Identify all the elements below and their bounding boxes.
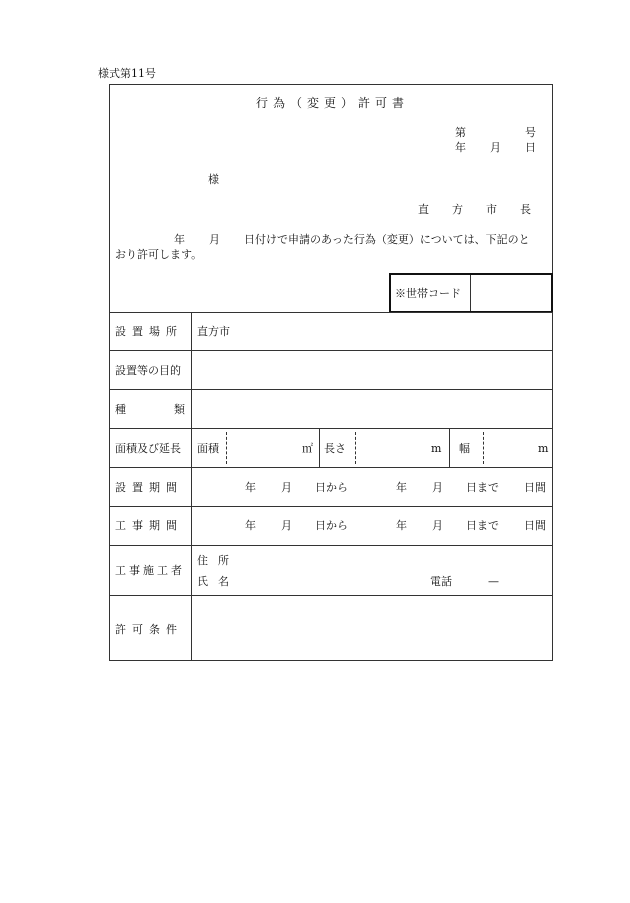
length-unit: m — [431, 442, 442, 455]
work-from-year: 年 — [245, 519, 256, 532]
contractor-phone-separator: — — [488, 575, 499, 588]
row-divider — [109, 428, 553, 429]
work-from-month: 月 — [281, 519, 292, 532]
area-cell-divider — [319, 428, 320, 467]
number-suffix: 号 — [525, 126, 536, 139]
install-to-year: 年 — [396, 481, 407, 494]
kind-label: 種類 — [115, 403, 233, 416]
addressee-honorific: 様 — [208, 173, 219, 186]
contractor-name-label: 氏名 — [197, 575, 239, 588]
body-text-line1: 日付けで申請のあった行為（変更）については、下記のと — [244, 233, 530, 246]
work-period-label: 工事期間 — [115, 519, 183, 532]
width-dashed-divider — [483, 432, 484, 464]
date-day-label: 日 — [525, 141, 536, 154]
household-code-divider — [470, 275, 471, 311]
length-dashed-divider — [355, 432, 356, 464]
row-divider — [109, 312, 553, 313]
row-divider — [109, 545, 553, 546]
install-from-month: 月 — [281, 481, 292, 494]
contractor-phone-label: 電話 — [430, 575, 452, 588]
number-prefix: 第 — [455, 126, 466, 139]
date-month-label: 月 — [490, 141, 501, 154]
row-divider — [109, 389, 553, 390]
length-cell-divider — [449, 428, 450, 467]
body-date-year: 年 — [174, 233, 185, 246]
location-label: 設置場所 — [115, 325, 183, 338]
contractor-label: 工事施工者 — [115, 564, 185, 577]
label-column-divider — [191, 312, 192, 661]
work-from-day: 日から — [315, 519, 348, 532]
conditions-label: 許可条件 — [115, 623, 183, 636]
length-label: 長さ — [324, 442, 346, 455]
issuer-name: 直方市長 — [418, 203, 554, 216]
document-title: 行為（変更）許可書 — [256, 96, 410, 110]
area-row-label: 面積及び延長 — [115, 442, 181, 455]
width-unit: m — [538, 442, 549, 455]
form-number: 様式第11号 — [98, 67, 156, 80]
work-days: 日間 — [524, 519, 546, 532]
date-year-label: 年 — [455, 141, 466, 154]
install-days: 日間 — [524, 481, 546, 494]
install-to-day: 日まで — [466, 481, 499, 494]
location-value[interactable]: 直方市 — [197, 325, 230, 338]
install-to-month: 月 — [432, 481, 443, 494]
purpose-label: 設置等の目的 — [115, 364, 181, 377]
row-divider — [109, 350, 553, 351]
body-text-line2: おり許可します。 — [115, 248, 203, 261]
row-divider — [109, 595, 553, 596]
install-from-year: 年 — [245, 481, 256, 494]
body-date-month: 月 — [209, 233, 220, 246]
work-to-year: 年 — [396, 519, 407, 532]
install-from-day: 日から — [315, 481, 348, 494]
household-code-label: ※世帯コード — [395, 287, 461, 300]
contractor-address-label: 住所 — [197, 554, 239, 567]
area-dashed-divider — [226, 432, 227, 464]
row-divider — [109, 506, 553, 507]
row-divider — [109, 467, 553, 468]
width-label: 幅 — [459, 442, 470, 455]
work-to-month: 月 — [432, 519, 443, 532]
area-label: 面積 — [197, 442, 219, 455]
area-unit: ㎡ — [302, 442, 313, 455]
install-period-label: 設置期間 — [115, 481, 183, 494]
work-to-day: 日まで — [466, 519, 499, 532]
